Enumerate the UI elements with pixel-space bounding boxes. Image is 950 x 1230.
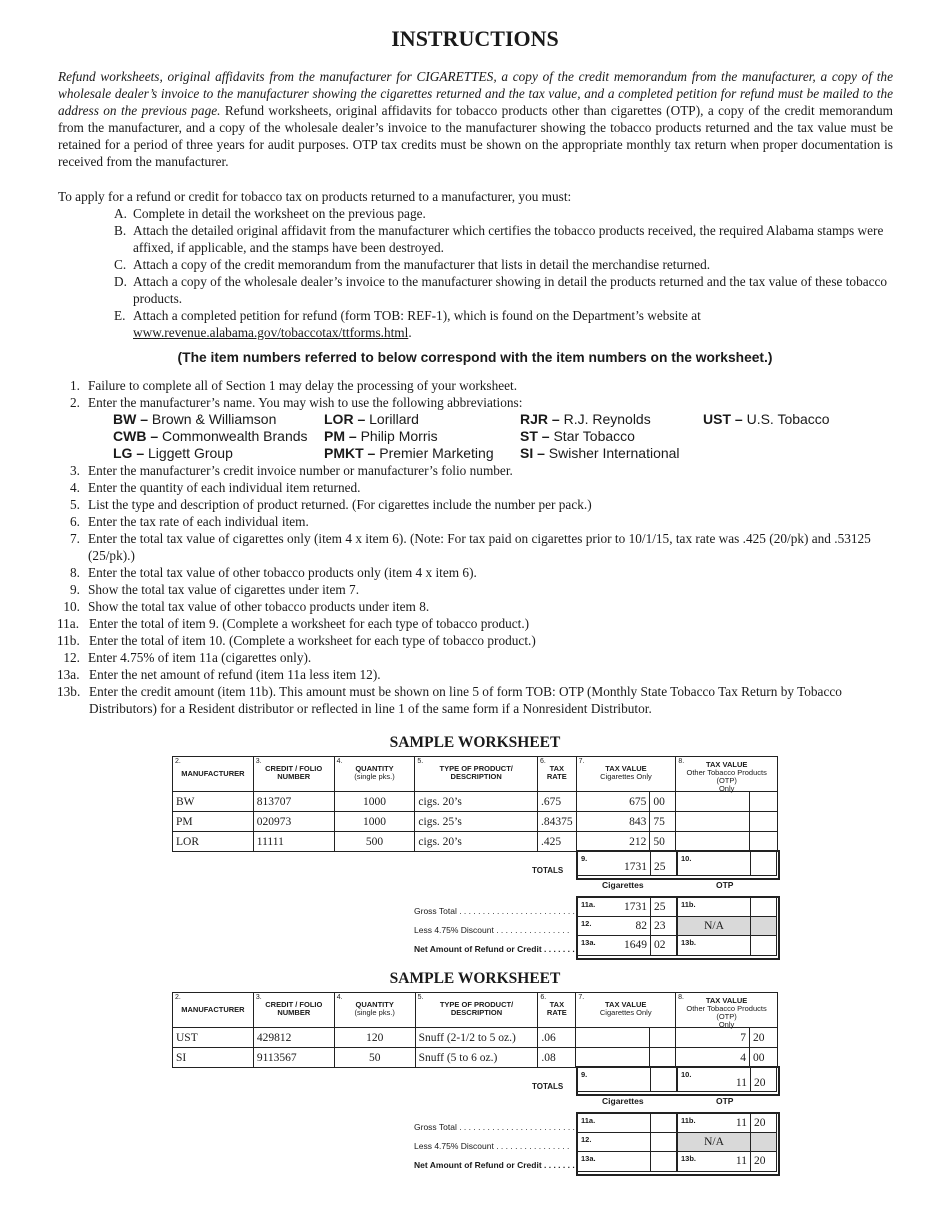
cell-credit: 813707 [253,792,334,812]
item-number: 3. [70,463,80,478]
item-text: Enter the credit amount (item 11b). This amount must be shown on line 5 of form TOB: OTP (Monthly State Tobacco Tax Return by Tobacco Distributors) for a Resident distributor or reflected in line 1 of the same form if a Nonresident Distributor. [89,684,842,716]
cell-otp-dollars: 7 [676,1028,750,1048]
cell-type: Snuff (2-1/2 to 5 oz.) [415,1028,538,1048]
otp-discount-cents-grey [750,916,777,936]
item-row [58,598,898,615]
cell-otp-cents [750,832,778,852]
worksheet-table-1 [172,756,778,852]
net-13a-cents [650,1151,677,1172]
cell-rate: .06 [538,1028,576,1048]
net-13b-dollars: 13b. [677,935,751,956]
header-tax-value-otp: 8. TAX VALUE Other Tobacco Products (OTP) Only [676,993,778,1028]
item-number: 9. [70,582,80,597]
item-reference-note: (The item numbers referred to below correspond with the item numbers on the worksheet.) [177,350,773,365]
header-tax-value-cigarettes: 7. TAX VALUE Cigarettes Only [576,757,676,792]
gross-11a-cents: 25 [650,897,677,917]
item-row [58,666,898,683]
abbreviation-grid [58,411,898,462]
total-9-dollars: 9. [577,1067,651,1092]
step-letter: C. [114,257,127,272]
less-discount-label: Less 4.75% Discount . . . . . . . . . . . . . . . . [414,1141,570,1151]
item-row [58,377,898,394]
cell-manufacturer: BW [173,792,254,812]
total-10-dollars: 10. 11 [677,1067,751,1092]
discount-12-dollars: 12. 82 [577,916,651,936]
cell-otp-dollars [676,792,750,812]
cell-credit: 020973 [253,812,334,832]
step-item [58,205,898,222]
abbreviation: PM – Philip Morris [324,428,438,444]
header-credit: 3. CREDIT / FOLIO NUMBER [253,757,334,792]
cell-quantity: 50 [334,1048,415,1068]
cell-type: Snuff (5 to 6 oz.) [415,1048,538,1068]
gross-11a-dollars: 11a. [577,1113,651,1133]
item-text: Enter the tax rate of each individual item. [88,514,309,529]
total-10-cents: 20 [750,1067,777,1092]
item-row [58,615,898,632]
net-amount-label: Net Amount of Refund or Credit . . . . . . . [414,1160,575,1170]
cell-cents [650,1028,676,1048]
step-letter: B. [114,223,127,238]
header-manufacturer: 2. MANUFACTURER [173,993,254,1028]
item-number: 10. [63,599,80,614]
cell-otp-dollars: 4 [676,1048,750,1068]
cell-type: cigs. 20’s [415,832,538,852]
page-title: INSTRUCTIONS [391,26,559,51]
abbreviation: BW – Brown & Williamson [113,411,277,427]
item-number: 11a. [57,616,80,631]
item-row [58,496,898,513]
total-10-dollars: 10. [677,851,751,876]
website-link[interactable]: www.revenue.alabama.gov/tobaccotax/ttforms.html [133,325,409,340]
header-rate: 6. TAX RATE [537,757,576,792]
header-tax-value-cigarettes: 7. TAX VALUE Cigarettes Only [576,993,676,1028]
gross-11b-dollars: 11b. 11 [677,1113,751,1133]
apply-section [58,188,898,341]
abbreviation: ST – Star Tobacco [520,428,635,444]
header-quantity: 4. QUANTITY (single pks.) [334,993,415,1028]
item-text: List the type and description of product returned. (For cigarettes include the number per pack.) [88,497,592,512]
cell-otp-dollars [676,812,750,832]
header-type: 5. TYPE OF PRODUCT/ DESCRIPTION [415,993,538,1028]
cigarettes-label: Cigarettes [602,880,644,890]
item-number: 5. [70,497,80,512]
cell-rate: .425 [537,832,576,852]
item-number: 13a. [57,667,80,682]
discount-12-cents [650,1132,677,1152]
cell-rate: .08 [538,1048,576,1068]
cell-credit: 429812 [253,1028,334,1048]
cell-cents: 50 [650,832,676,852]
cell-dollars: 675 [576,792,650,812]
apply-steps-list [58,205,898,341]
abbreviation: PMKT – Premier Marketing [324,445,494,461]
item-number: 11b. [57,633,80,648]
cell-quantity: 120 [334,1028,415,1048]
cell-credit: 9113567 [253,1048,334,1068]
net-13a-dollars: 13a. [577,1151,651,1172]
table-row [173,812,778,832]
item-text: Enter the total tax value of cigarettes only (item 4 x item 6). (Note: For tax paid on cigarettes prior to 10/1/15, tax rate was .425 (20/pk) and .53125 (25/pk).) [88,531,871,563]
discount-12-cents: 23 [650,916,677,936]
table-row [173,1028,778,1048]
item-text: Show the total tax value of cigarettes under item 7. [88,582,360,597]
item-number: 2. [70,395,80,410]
intro-plain-text: Refund worksheets, original affidavits for tobacco products other than cigarettes (OTP), a copy of the credit memorandum from the manufacturer, and a copy of the wholesale dealer’s invoice to the manufacturer showing the tobacco products returned and the tax value must be retained for a period of three years for audit purposes. OTP tax credits must be shown on the appropriate monthly tax return when proper documentation is received from the manufacturer. [58,103,893,169]
net-13a-dollars: 13a. 1649 [577,935,651,956]
step-item [58,273,898,307]
total-10-cents [750,851,777,876]
gross-11a-dollars: 11a. 1731 [577,897,651,917]
otp-label: OTP [716,1096,734,1106]
abbreviation: SI – Swisher International [520,445,680,461]
step-letter: A. [114,206,127,221]
item-row [58,462,898,479]
otp-discount-na: N/A [677,1132,777,1152]
cigarettes-label: Cigarettes [602,1096,644,1106]
abbreviation: LOR – Lorillard [324,411,419,427]
abbreviation [703,428,898,445]
item-row [58,632,898,649]
intro-italic-text: Refund worksheets, original affidavits from the manufacturer for CIGARETTES, a copy of the credit memorandum from the manufacturer, a copy of the wholesale dealer’s invoice to the manufacturer showing the cigarettes returned and the tax value, and a completed petition for refund must be mailed to the address on the previous page. [58,69,893,118]
header-quantity: 4. QUANTITY (single pks.) [334,757,415,792]
cell-dollars [576,1028,650,1048]
cell-rate: .84375 [537,812,576,832]
net-13b-cents: 20 [750,1151,777,1172]
item-text: Enter the quantity of each individual item returned. [88,480,361,495]
item-number: 6. [70,514,80,529]
cell-rate: .675 [537,792,576,812]
table-row [173,832,778,852]
item-text: Enter 4.75% of item 11a (cigarettes only). [88,650,312,665]
step-text: Attach a copy of the credit memorandum from the manufacturer that lists in detail the merchandise returned. [133,257,711,272]
abbreviation: LG – Liggett Group [113,445,233,461]
step-letter: E. [114,308,126,323]
net-13a-cents: 02 [650,935,677,956]
table-row [173,1048,778,1068]
cell-manufacturer: UST [173,1028,254,1048]
item-text: Enter the total of item 9. (Complete a worksheet for each type of tobacco product.) [89,616,530,631]
cell-cents [650,1048,676,1068]
gross-11a-cents [650,1113,677,1133]
net-13b-cents [750,935,777,956]
cell-credit: 11111 [253,832,334,852]
item-number: 12. [63,650,80,665]
cell-otp-cents: 20 [749,1028,777,1048]
abbreviation: UST – U.S. Tobacco [703,411,830,427]
header-credit: 3. CREDIT / FOLIO NUMBER [253,993,334,1028]
item-text: Enter the total of item 10. (Complete a worksheet for each type of tobacco product.) [89,633,536,648]
apply-lead: To apply for a refund or credit for tobacco tax on products returned to a manufacturer, you must: [58,189,572,204]
abbreviation [703,445,898,462]
gross-total-label: Gross Total . . . . . . . . . . . . . . . . . . . . . . . . . [414,906,575,916]
otp-discount-na: N/A [677,916,777,936]
gross-11b-cents [750,897,777,917]
net-13b-dollars: 13b. 11 [677,1151,751,1172]
abbreviation: RJR – R.J. Reynolds [520,411,651,427]
item-text: Show the total tax value of other tobacco products under item 8. [88,599,430,614]
cell-quantity: 500 [334,832,415,852]
cell-type: cigs. 25’s [415,812,538,832]
otp-discount-cents-grey [750,1132,777,1152]
gross-11b-cents: 20 [750,1113,777,1133]
header-rate: 6. TAX RATE [538,993,576,1028]
header-manufacturer: 2. MANUFACTURER [173,757,254,792]
worksheet-header-row [173,757,778,792]
item-text: Enter the net amount of refund (item 11a less item 12). [89,667,381,682]
item-row [58,581,898,598]
cell-cents: 00 [650,792,676,812]
item-number: 7. [70,531,80,546]
cell-dollars [576,1048,650,1068]
less-discount-label: Less 4.75% Discount . . . . . . . . . . . . . . . . [414,925,570,935]
item-text: Enter the total tax value of other tobacco products only (item 4 x item 6). [88,565,477,580]
item-number: 1. [70,378,80,393]
cell-dollars: 212 [576,832,650,852]
cell-manufacturer: LOR [173,832,254,852]
item-number: 13b. [57,684,81,699]
cell-otp-dollars [676,832,750,852]
gross-total-label: Gross Total . . . . . . . . . . . . . . . . . . . . . . . . . [414,1122,575,1132]
item-text: Enter the manufacturer’s name. You may wish to use the following abbreviations: [88,395,523,410]
abbreviation: CWB – Commonwealth Brands [113,428,308,444]
step-text: Complete in detail the worksheet on the previous page. [133,206,426,221]
worksheet-header-row [173,993,778,1028]
worksheet-table-2 [172,992,778,1068]
totals-label: TOTALS [532,866,564,875]
item-row [58,683,898,717]
cell-dollars: 843 [576,812,650,832]
step-text: Attach a copy of the wholesale dealer’s invoice to the manufacturer showing in detail the products returned and the tax value of these tobacco products. [133,274,888,306]
item-row [58,649,898,666]
item-number: 4. [70,480,80,495]
header-tax-value-otp: 8. TAX VALUE Other Tobacco Products (OTP) Only [676,757,778,792]
item-instructions [58,377,898,717]
cell-manufacturer: SI [173,1048,254,1068]
net-amount-label: Net Amount of Refund or Credit . . . . . . . [414,944,575,954]
item-number: 8. [70,565,80,580]
step-item [58,256,898,273]
total-9-cents: 25 [650,851,677,876]
cell-quantity: 1000 [334,792,415,812]
total-9-dollars: 9. 1731 [577,851,651,876]
item-text: Enter the manufacturer’s credit invoice number or manufacturer’s folio number. [88,463,513,478]
item-text: Failure to complete all of Section 1 may delay the processing of your worksheet. [88,378,518,393]
step-item [58,307,898,341]
cell-otp-cents: 00 [749,1048,777,1068]
intro-paragraph [58,68,893,170]
item-row [58,530,898,564]
cell-otp-cents [750,812,778,832]
step-text: Attach the detailed original affidavit from the manufacturer which certifies the tobacco products received, the required Alabama stamps were affixed, if applicable, and the stamps have been destroyed. [133,223,884,255]
cell-manufacturer: PM [173,812,254,832]
link-period: . [408,325,412,340]
discount-12-dollars: 12. [577,1132,651,1152]
worksheet-title: SAMPLE WORKSHEET [389,970,561,987]
header-type: 5. TYPE OF PRODUCT/ DESCRIPTION [415,757,538,792]
item-row [58,564,898,581]
cell-cents: 75 [650,812,676,832]
cell-type: cigs. 20’s [415,792,538,812]
item-row [58,479,898,496]
cell-quantity: 1000 [334,812,415,832]
table-row [173,792,778,812]
totals-label: TOTALS [532,1082,564,1091]
item-row [58,513,898,530]
step-item [58,222,898,256]
gross-11b-dollars: 11b. [677,897,751,917]
step-letter: D. [114,274,127,289]
step-text: Attach a completed petition for refund (form TOB: REF-1), which is found on the Department’s website at [133,308,701,323]
total-9-cents [650,1067,677,1092]
cell-otp-cents [750,792,778,812]
item-row [58,394,898,411]
otp-label: OTP [716,880,734,890]
worksheet-title: SAMPLE WORKSHEET [389,734,561,751]
